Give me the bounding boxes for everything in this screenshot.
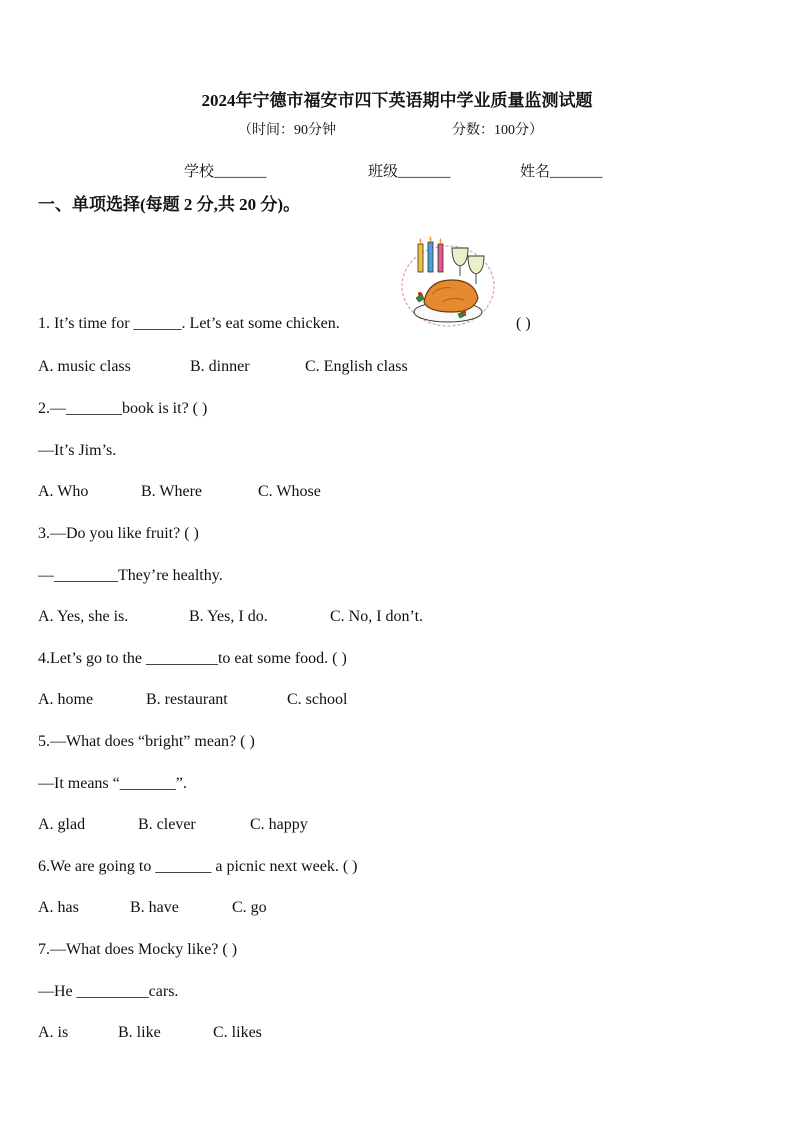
page-title: 2024年宁德市福安市四下英语期中学业质量监测试题: [201, 91, 593, 110]
question-4-stem: 4.Let’s go to the _________to eat some food. ( ): [38, 650, 347, 667]
option-b: B. Yes, I do.: [189, 608, 268, 625]
option-c: C. No, I don’t.: [330, 608, 424, 625]
option-b: B. dinner: [190, 358, 250, 375]
option-a: A. is: [38, 1024, 69, 1041]
question-7-options: [38, 1024, 262, 1042]
question-1-options: [38, 358, 408, 376]
option-b: B. like: [118, 1024, 161, 1041]
option-c: C. English class: [305, 358, 408, 375]
question-3-stem: 3.—Do you like fruit? ( ): [38, 525, 199, 542]
roast-chicken-illustration: [398, 236, 502, 332]
option-b: B. restaurant: [146, 691, 228, 708]
option-c: C. go: [232, 899, 267, 916]
question-5-options: [38, 816, 308, 834]
option-c: C. Whose: [258, 483, 321, 500]
option-a: A. home: [38, 691, 94, 708]
option-a: A. music class: [38, 358, 131, 375]
option-c: C. likes: [213, 1024, 262, 1041]
option-b: B. Where: [141, 483, 203, 500]
question-1-stem: 1. It’s time for ______. Let’s eat some chicken.: [38, 315, 340, 332]
class-field: 班级_______: [368, 164, 451, 180]
total-score: 分数：100分）: [452, 123, 543, 138]
school-field: 学校_______: [184, 164, 267, 180]
option-a: A. has: [38, 899, 79, 916]
option-a: A. Who: [38, 483, 89, 500]
question-2-stem: 2.—_______book is it? ( ): [38, 400, 208, 417]
question-1-answer-paren: ( ): [516, 315, 531, 332]
question-2-answer: —It’s Jim’s.: [38, 442, 117, 459]
question-3-answer: —________They’re healthy.: [38, 567, 223, 584]
option-b: B. have: [130, 899, 179, 916]
question-5-answer: —It means “_______”.: [38, 775, 187, 792]
option-a: A. glad: [38, 816, 86, 833]
option-c: C. school: [287, 691, 348, 708]
question-3-options: [38, 608, 423, 626]
question-6-options: [38, 899, 267, 917]
question-5-stem: 5.—What does “bright” mean? ( ): [38, 733, 255, 750]
question-4-options: [38, 691, 347, 709]
time-limit: （时间：90分钟: [238, 123, 336, 138]
question-2-options: [38, 483, 321, 501]
name-field: 姓名_______: [520, 164, 603, 180]
option-a: A. Yes, she is.: [38, 608, 129, 625]
question-6-stem: 6.We are going to _______ a picnic next week. ( ): [38, 858, 358, 875]
question-7-stem: 7.—What does Mocky like? ( ): [38, 941, 238, 958]
option-b: B. clever: [138, 816, 196, 833]
option-c: C. happy: [250, 816, 308, 833]
section-title: 一、单项选择(每题 2 分,共 20 分)。: [38, 195, 301, 214]
question-7-answer: —He _________cars.: [38, 983, 179, 1000]
